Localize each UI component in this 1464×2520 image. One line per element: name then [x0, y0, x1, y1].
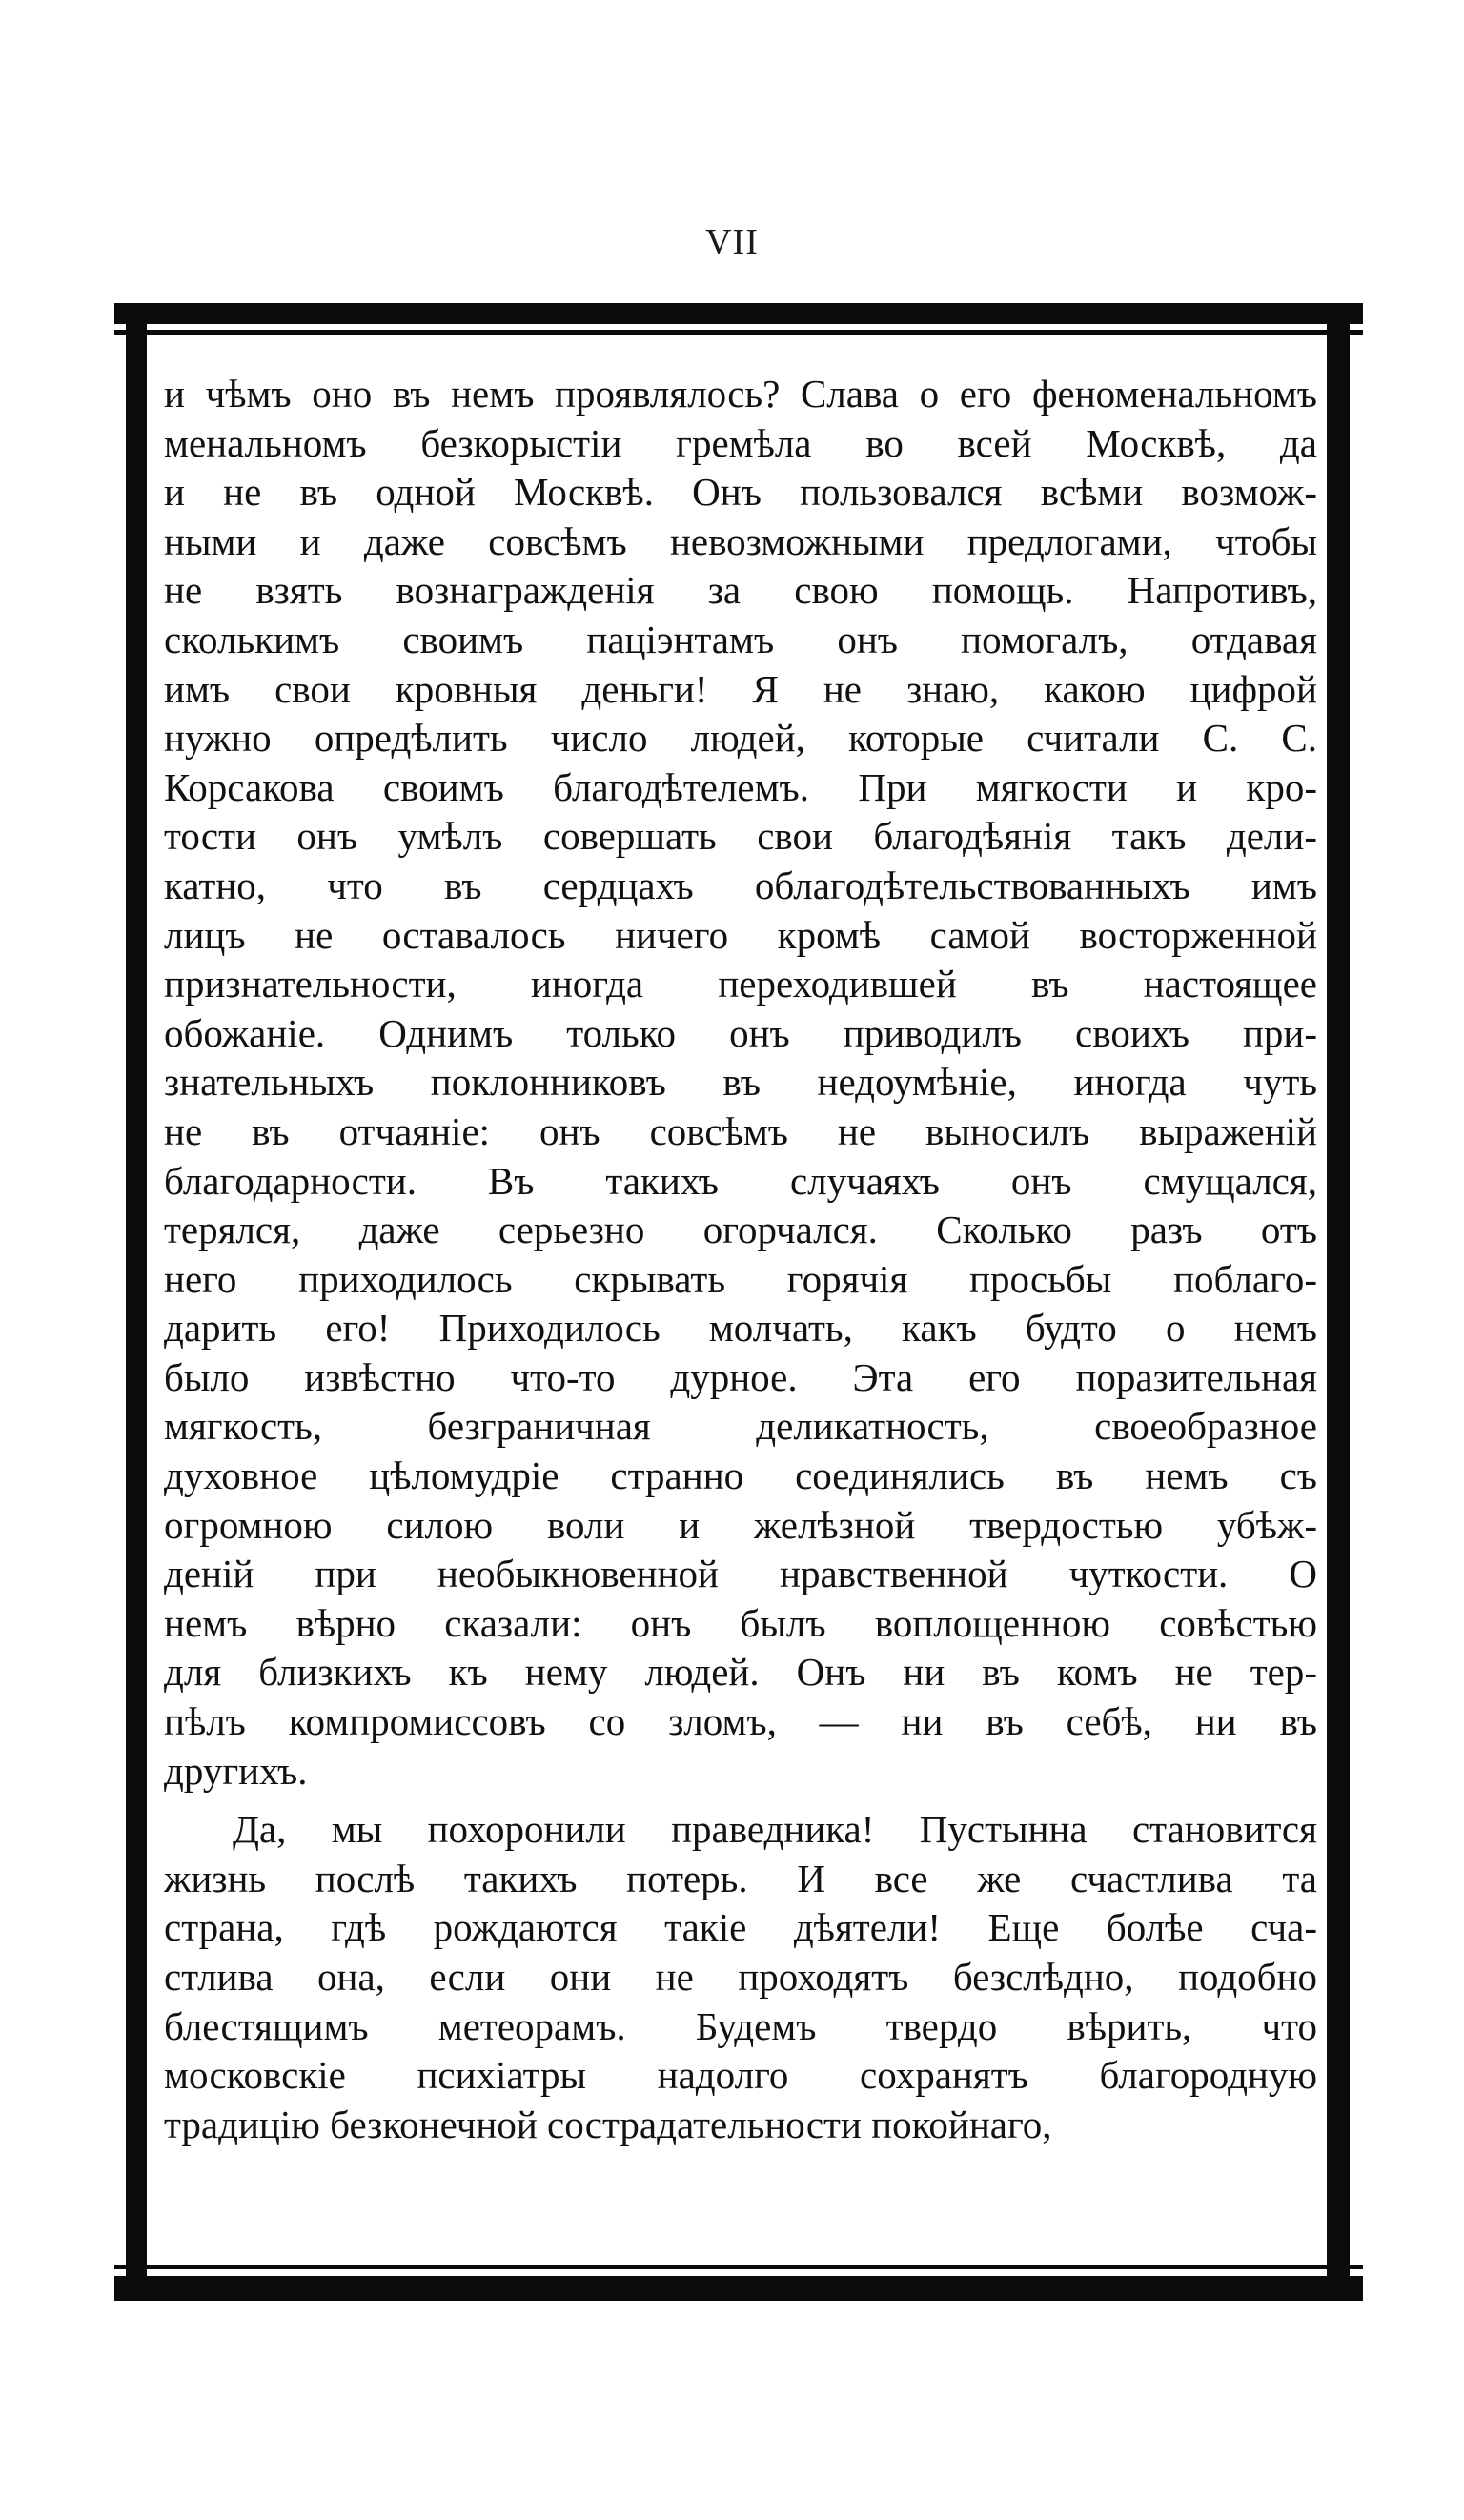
text-line: знательныхъ поклонниковъ въ недоумѣніе, иногда чуть [164, 1060, 1317, 1105]
text-line: традицію безконечной сострадательности покойнаго, [164, 2102, 1052, 2146]
text-line: страна, гдѣ рождаются такіе дѣятели! Еще болѣе сча- [164, 1905, 1317, 1950]
page-number: VII [705, 222, 759, 262]
text-line: стлива она, если они не проходятъ безслѣдно, подобно [164, 1955, 1317, 1999]
text-line: имъ свои кровныя деньги! Я не знаю, какою цифрой [164, 666, 1317, 711]
text-line: немъ вѣрно сказали: онъ былъ воплощенною совѣстью [164, 1600, 1317, 1645]
text-line: лицъ не оставалось ничего кромѣ самой восторженной [164, 912, 1317, 957]
text-line: менальномъ безкорыстіи гремѣла во всей Москвѣ, да [164, 420, 1317, 465]
text-line: Да, мы похоронили праведника! Пустынна становится [233, 1807, 1317, 1852]
text-line: блестящимъ метеорамъ. Будемъ твердо вѣрить, что [164, 2003, 1317, 2048]
text-line: терялся, даже серьезно огорчался. Сколько разъ отъ [164, 1208, 1317, 1252]
frame-top-rule [114, 303, 1363, 324]
text-line: жизнь послѣ такихъ потерь. И все же счастлива та [164, 1856, 1317, 1900]
frame-right-rule [1327, 324, 1350, 2276]
text-line: ными и даже совсѣмъ невозможными предлогами, чтобы [164, 518, 1317, 563]
frame-bottom-thin-rule [114, 2265, 1363, 2269]
text-line: и не въ одной Москвѣ. Онъ пользовался всѣми возмож- [164, 470, 1317, 515]
text-line: огромною силою воли и желѣзной твердостью убѣж- [164, 1502, 1317, 1547]
paragraph-gap [164, 1796, 1317, 1805]
text-line: тости онъ умѣлъ совершать свои благодѣянія такъ дели- [164, 814, 1317, 859]
text-line: духовное цѣломудріе странно соединялись въ немъ съ [164, 1453, 1317, 1498]
text-line: другихъ. [164, 1748, 308, 1793]
text-line: признательности, иногда переходившей въ настоящее [164, 962, 1317, 1006]
text-line: катно, что въ сердцахъ облагодѣтельствованныхъ имъ [164, 863, 1317, 907]
text-line: для близкихъ къ нему людей. Онъ ни въ комъ не тер- [164, 1650, 1317, 1695]
text-line: благодарности. Въ такихъ случаяхъ онъ смущался, [164, 1158, 1317, 1203]
text-line: мягкость, безграничная деликатность, своеобразное [164, 1404, 1317, 1449]
frame-bottom-rule [114, 2276, 1363, 2301]
body-text [164, 370, 1317, 2252]
paragraph [164, 1805, 1317, 2149]
text-line: дарить его! Приходилось молчать, какъ будто о немъ [164, 1306, 1317, 1351]
text-line: московскіе психіатры надолго сохранятъ благородную [164, 2053, 1317, 2098]
frame-left-rule [126, 324, 147, 2276]
text-line: и чѣмъ оно въ немъ проявлялось? Слава о его феноменальномъ [164, 372, 1317, 416]
text-line: было извѣстно что-то дурное. Эта его поразительная [164, 1354, 1317, 1399]
paragraph [164, 370, 1317, 1796]
text-line: Корсакова своимъ благодѣтелемъ. При мягкости и кро- [164, 764, 1317, 809]
frame-top-thin-rule [114, 330, 1363, 335]
text-line: не взять вознагражденія за свою помощь. Напротивъ, [164, 568, 1317, 613]
text-line: него приходилось скрывать горячія просьбы поблаго- [164, 1256, 1317, 1301]
text-line: пѣлъ компромиссовъ со зломъ, — ни въ себѣ, ни въ [164, 1699, 1317, 1744]
text-line: обожаніе. Однимъ только онъ приводилъ своихъ при- [164, 1010, 1317, 1055]
text-line: сколькимъ своимъ паціэнтамъ онъ помогалъ, отдавая [164, 617, 1317, 661]
text-line: нужно опредѣлить число людей, которые считали С. С. [164, 716, 1317, 761]
text-line: не въ отчаяніе: онъ совсѣмъ не выносилъ выраженій [164, 1108, 1317, 1153]
text-line: деній при необыкновенной нравственной чуткости. О [164, 1552, 1317, 1596]
